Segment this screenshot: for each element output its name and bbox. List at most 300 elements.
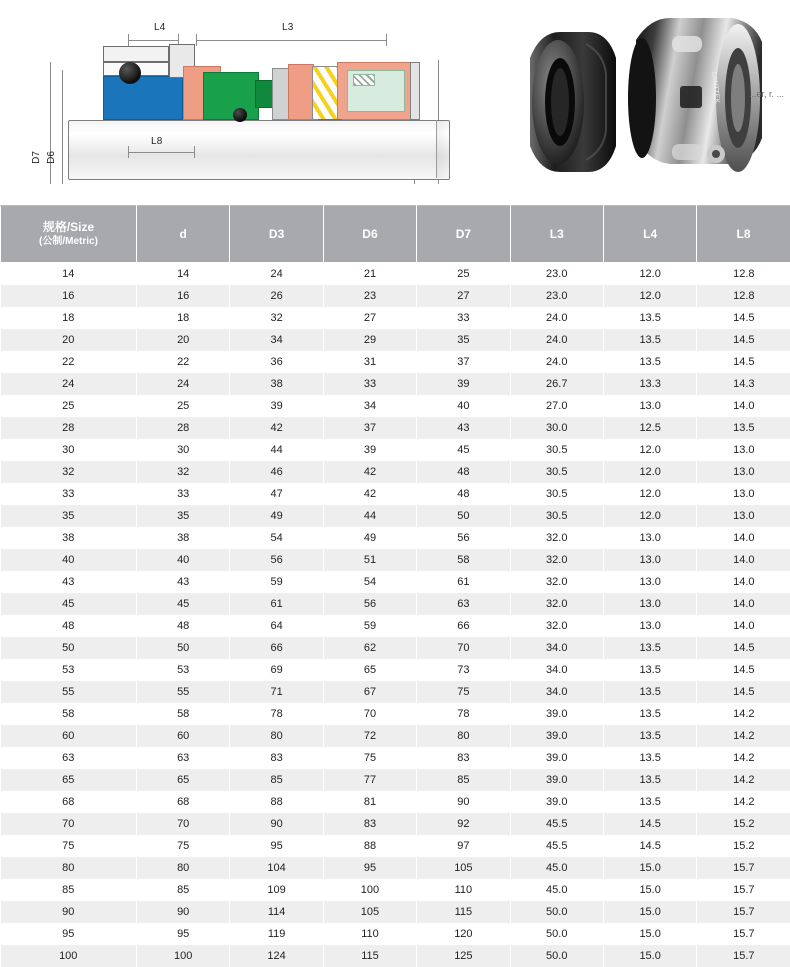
column-header-size-main: 规格/Size — [43, 220, 94, 234]
table-cell: 24 — [137, 373, 230, 395]
table-cell: 30 — [1, 439, 137, 461]
dimension-tick-l8-right — [194, 146, 195, 158]
table-cell: 14.0 — [697, 593, 790, 615]
extension-line-d7 — [50, 62, 51, 184]
table-cell: 104 — [230, 857, 323, 879]
table-cell: 65 — [323, 659, 416, 681]
table-cell: 44 — [323, 505, 416, 527]
table-cell: 15.2 — [697, 835, 790, 857]
table-row — [1, 461, 790, 483]
table-cell: 58 — [137, 703, 230, 725]
table-cell: 30 — [137, 439, 230, 461]
table-cell: 45 — [1, 593, 137, 615]
table-cell: 92 — [417, 813, 510, 835]
table-cell: 20 — [1, 329, 137, 351]
table-cell: 40 — [1, 549, 137, 571]
table-cell: 34.0 — [510, 659, 603, 681]
table-cell: 33 — [323, 373, 416, 395]
table-cell: 72 — [323, 725, 416, 747]
gland-plate-upper — [103, 46, 169, 62]
table-cell: 39.0 — [510, 703, 603, 725]
table-cell: 59 — [323, 615, 416, 637]
table-cell: 30.5 — [510, 483, 603, 505]
table-cell: 12.0 — [603, 505, 696, 527]
table-cell: 14.5 — [697, 681, 790, 703]
table-cell: 71 — [230, 681, 323, 703]
table-cell: 13.0 — [697, 439, 790, 461]
table-cell: 51 — [323, 549, 416, 571]
table-cell: 23.0 — [510, 263, 603, 286]
column-header-l8: L8 — [697, 206, 790, 263]
table-cell: 22 — [137, 351, 230, 373]
table-row — [1, 945, 790, 967]
table-cell: 105 — [417, 857, 510, 879]
table-cell: 18 — [137, 307, 230, 329]
section-tick-marks — [318, 112, 342, 120]
seal-assembly-illustration — [0, 0, 790, 205]
table-cell: 15.7 — [697, 879, 790, 901]
table-cell: 30.5 — [510, 461, 603, 483]
table-row — [1, 395, 790, 417]
table-cell: 13.0 — [603, 615, 696, 637]
table-cell: 34.0 — [510, 681, 603, 703]
table-cell: 15.7 — [697, 857, 790, 879]
table-cell: 25 — [1, 395, 137, 417]
dimension-line-l8 — [128, 152, 194, 153]
table-cell: 34 — [323, 395, 416, 417]
table-cell: 27 — [417, 285, 510, 307]
table-cell: 15.7 — [697, 945, 790, 967]
column-header-d7: D7 — [417, 206, 510, 263]
table-cell: 45.0 — [510, 879, 603, 901]
housing-end-cap — [410, 62, 420, 120]
table-cell: 61 — [230, 593, 323, 615]
table-cell: 62 — [323, 637, 416, 659]
table-cell: 15.7 — [697, 901, 790, 923]
sleeve-blue-component — [103, 76, 183, 120]
dimension-label-l4: L4 — [154, 22, 166, 33]
table-cell: 85 — [137, 879, 230, 901]
table-cell: 64 — [230, 615, 323, 637]
table-cell: 13.5 — [603, 747, 696, 769]
table-cell: 13.0 — [697, 461, 790, 483]
table-cell: 14.2 — [697, 791, 790, 813]
table-cell: 45.0 — [510, 857, 603, 879]
table-cell: 97 — [417, 835, 510, 857]
table-cell: 45 — [137, 593, 230, 615]
dimension-line-l3 — [196, 40, 386, 41]
table-cell: 13.5 — [603, 351, 696, 373]
dimension-label-l8: L8 — [151, 136, 163, 147]
table-cell: 80 — [1, 857, 137, 879]
table-cell: 75 — [1, 835, 137, 857]
table-cell: 53 — [1, 659, 137, 681]
table-cell: 100 — [1, 945, 137, 967]
table-cell: 73 — [417, 659, 510, 681]
table-cell: 14 — [1, 263, 137, 286]
table-row — [1, 923, 790, 945]
table-cell: 36 — [230, 351, 323, 373]
table-cell: 80 — [417, 725, 510, 747]
bellows-green-component — [203, 72, 259, 120]
table-cell: 14.2 — [697, 769, 790, 791]
table-row — [1, 417, 790, 439]
table-cell: 119 — [230, 923, 323, 945]
table-cell: 42 — [323, 483, 416, 505]
table-cell: 85 — [230, 769, 323, 791]
table-cell: 40 — [417, 395, 510, 417]
table-cell: 115 — [417, 901, 510, 923]
table-cell: 53 — [137, 659, 230, 681]
table-cell: 31 — [323, 351, 416, 373]
svg-text:LANTTEK: LANTTEK — [710, 71, 720, 103]
table-cell: 42 — [323, 461, 416, 483]
table-cell: 70 — [137, 813, 230, 835]
table-cell: 68 — [137, 791, 230, 813]
table-cell: 27.0 — [510, 395, 603, 417]
table-cell: 85 — [1, 879, 137, 901]
shaft-body — [68, 120, 450, 180]
table-row — [1, 483, 790, 505]
table-cell: 75 — [323, 747, 416, 769]
table-cell: 110 — [417, 879, 510, 901]
table-cell: 48 — [1, 615, 137, 637]
o-ring-large — [119, 62, 141, 84]
table-cell: 39.0 — [510, 747, 603, 769]
table-cell: 65 — [1, 769, 137, 791]
table-cell: 35 — [1, 505, 137, 527]
table-cell: 13.5 — [603, 329, 696, 351]
table-cell: 14 — [137, 263, 230, 286]
table-row — [1, 373, 790, 395]
table-row — [1, 879, 790, 901]
table-cell: 18 — [1, 307, 137, 329]
table-cell: 16 — [1, 285, 137, 307]
table-cell: 70 — [1, 813, 137, 835]
table-cell: 14.5 — [697, 637, 790, 659]
table-row — [1, 681, 790, 703]
table-cell: 50.0 — [510, 901, 603, 923]
table-cell: 80 — [230, 725, 323, 747]
table-cell: 34 — [230, 329, 323, 351]
table-cell: 38 — [137, 527, 230, 549]
table-cell: 49 — [323, 527, 416, 549]
table-cell: 48 — [417, 461, 510, 483]
table-cell: 29 — [323, 329, 416, 351]
table-cell: 49 — [230, 505, 323, 527]
table-row — [1, 571, 790, 593]
table-cell: 15.2 — [697, 813, 790, 835]
table-cell: 39 — [230, 395, 323, 417]
o-ring-small — [233, 108, 247, 122]
table-row — [1, 813, 790, 835]
table-cell: 60 — [1, 725, 137, 747]
column-header-d3: D3 — [230, 206, 323, 263]
table-cell: 26.7 — [510, 373, 603, 395]
table-cell: 95 — [1, 923, 137, 945]
table-cell: 125 — [417, 945, 510, 967]
table-cell: 32 — [230, 307, 323, 329]
table-cell: 100 — [323, 879, 416, 901]
table-row — [1, 747, 790, 769]
table-cell: 14.0 — [697, 527, 790, 549]
table-cell: 95 — [323, 857, 416, 879]
table-cell: 95 — [137, 923, 230, 945]
table-cell: 14.5 — [697, 659, 790, 681]
table-cell: 39 — [323, 439, 416, 461]
table-cell: 20 — [137, 329, 230, 351]
table-cell: 30.5 — [510, 439, 603, 461]
table-row — [1, 725, 790, 747]
table-row — [1, 615, 790, 637]
table-cell: 65 — [137, 769, 230, 791]
table-cell: 12.8 — [697, 285, 790, 307]
table-cell: 28 — [1, 417, 137, 439]
table-row — [1, 439, 790, 461]
table-cell: 109 — [230, 879, 323, 901]
table-cell: 61 — [417, 571, 510, 593]
table-cell: 14.5 — [697, 351, 790, 373]
table-cell: 43 — [1, 571, 137, 593]
table-cell: 35 — [137, 505, 230, 527]
table-cell: 55 — [137, 681, 230, 703]
dimension-label-l3: L3 — [282, 22, 294, 33]
table-cell: 50 — [417, 505, 510, 527]
table-cell: 83 — [323, 813, 416, 835]
table-cell: 105 — [323, 901, 416, 923]
table-cell: 39.0 — [510, 769, 603, 791]
table-cell: 32.0 — [510, 615, 603, 637]
table-cell: 13.5 — [697, 417, 790, 439]
column-header-d: d — [137, 206, 230, 263]
table-cell: 44 — [230, 439, 323, 461]
table-cell: 48 — [137, 615, 230, 637]
table-cell: 63 — [137, 747, 230, 769]
table-cell: 63 — [1, 747, 137, 769]
table-cell: 40 — [137, 549, 230, 571]
table-cell: 13.0 — [603, 593, 696, 615]
table-cell: 14.0 — [697, 549, 790, 571]
table-cell: 80 — [137, 857, 230, 879]
table-cell: 12.0 — [603, 263, 696, 286]
table-cell: 38 — [230, 373, 323, 395]
table-cell: 32.0 — [510, 593, 603, 615]
table-cell: 59 — [230, 571, 323, 593]
table-cell: 55 — [1, 681, 137, 703]
table-row — [1, 901, 790, 923]
table-cell: 54 — [323, 571, 416, 593]
column-header-d6: D6 — [323, 206, 416, 263]
table-row — [1, 791, 790, 813]
table-cell: 13.0 — [697, 505, 790, 527]
table-cell: 13.3 — [603, 373, 696, 395]
table-cell: 81 — [323, 791, 416, 813]
table-cell: 14.0 — [697, 571, 790, 593]
table-cell: 35 — [417, 329, 510, 351]
dimension-label-d7: D7 — [31, 151, 42, 164]
table-cell: 83 — [417, 747, 510, 769]
table-cell: 37 — [417, 351, 510, 373]
table-row — [1, 307, 790, 329]
dimension-tick-l3-left — [196, 34, 197, 46]
table-row — [1, 285, 790, 307]
table-cell: 21 — [323, 263, 416, 286]
table-cell: 78 — [417, 703, 510, 725]
table-row — [1, 351, 790, 373]
table-cell: 50 — [137, 637, 230, 659]
table-cell: 50.0 — [510, 923, 603, 945]
hatched-detail — [353, 74, 375, 86]
table-cell: 37 — [323, 417, 416, 439]
table-cell: 23.0 — [510, 285, 603, 307]
table-row — [1, 659, 790, 681]
table-cell: 30.0 — [510, 417, 603, 439]
table-cell: 12.8 — [697, 263, 790, 286]
table-cell: 13.5 — [603, 659, 696, 681]
dimension-line-l4 — [128, 40, 178, 41]
table-cell: 32.0 — [510, 571, 603, 593]
table-cell: 63 — [417, 593, 510, 615]
table-row — [1, 593, 790, 615]
table-cell: 90 — [230, 813, 323, 835]
table-cell: 56 — [417, 527, 510, 549]
table-cell: 38 — [1, 527, 137, 549]
table-cell: 54 — [230, 527, 323, 549]
table-cell: 70 — [323, 703, 416, 725]
table-cell: 15.0 — [603, 923, 696, 945]
table-cell: 90 — [417, 791, 510, 813]
table-cell: 14.3 — [697, 373, 790, 395]
table-cell: 124 — [230, 945, 323, 967]
table-cell: 33 — [1, 483, 137, 505]
table-cell: 39.0 — [510, 725, 603, 747]
column-header-l3: L3 — [510, 206, 603, 263]
table-cell: 85 — [417, 769, 510, 791]
specification-table — [0, 205, 790, 967]
table-cell: 100 — [137, 945, 230, 967]
table-cell: 13.5 — [603, 703, 696, 725]
table-cell: 75 — [417, 681, 510, 703]
table-cell: 69 — [230, 659, 323, 681]
table-cell: 90 — [1, 901, 137, 923]
table-cell: 95 — [230, 835, 323, 857]
table-row — [1, 835, 790, 857]
table-cell: 27 — [323, 307, 416, 329]
table-row — [1, 857, 790, 879]
table-cell: 14.2 — [697, 747, 790, 769]
table-cell: 33 — [417, 307, 510, 329]
table-cell: 13.5 — [603, 725, 696, 747]
table-cell: 32 — [1, 461, 137, 483]
table-cell: 68 — [1, 791, 137, 813]
table-row — [1, 505, 790, 527]
column-header-l4: L4 — [603, 206, 696, 263]
table-cell: 43 — [417, 417, 510, 439]
table-cell: 14.2 — [697, 703, 790, 725]
table-cell: 13.0 — [603, 395, 696, 417]
table-cell: 47 — [230, 483, 323, 505]
table-cell: 48 — [417, 483, 510, 505]
table-cell: 75 — [137, 835, 230, 857]
table-cell: 14.2 — [697, 725, 790, 747]
table-cell: 13.5 — [603, 791, 696, 813]
table-cell: 26 — [230, 285, 323, 307]
table-cell: 39 — [417, 373, 510, 395]
table-cell: 12.5 — [603, 417, 696, 439]
dimension-label-d6: D6 — [46, 151, 57, 164]
table-cell: 13.0 — [603, 571, 696, 593]
table-cell: 14.5 — [603, 813, 696, 835]
table-cell: 45 — [417, 439, 510, 461]
table-cell: 66 — [230, 637, 323, 659]
table-cell: 32 — [137, 461, 230, 483]
table-cell: 42 — [230, 417, 323, 439]
table-cell: 24.0 — [510, 307, 603, 329]
table-cell: 15.0 — [603, 857, 696, 879]
table-cell: 13.5 — [603, 681, 696, 703]
table-cell: 88 — [230, 791, 323, 813]
table-cell: 24 — [1, 373, 137, 395]
table-cell: 30.5 — [510, 505, 603, 527]
shaft-end-face — [436, 120, 449, 178]
table-cell: 56 — [230, 549, 323, 571]
table-row — [1, 549, 790, 571]
table-cell: 12.0 — [603, 439, 696, 461]
table-cell: 58 — [417, 549, 510, 571]
photo-annotation-text: ...er, r. ... — [749, 88, 784, 100]
table-cell: 88 — [323, 835, 416, 857]
table-cell: 50 — [1, 637, 137, 659]
table-cell: 16 — [137, 285, 230, 307]
table-cell: 34.0 — [510, 637, 603, 659]
table-cell: 83 — [230, 747, 323, 769]
table-cell: 24.0 — [510, 329, 603, 351]
table-cell: 12.0 — [603, 285, 696, 307]
table-cell: 23 — [323, 285, 416, 307]
table-header-row — [1, 206, 790, 263]
table-cell: 25 — [137, 395, 230, 417]
table-cell: 56 — [323, 593, 416, 615]
table-cell: 45.5 — [510, 835, 603, 857]
column-header-size-sub: (公制/Metric) — [2, 235, 135, 249]
table-cell: 33 — [137, 483, 230, 505]
dimension-tick-l3-right — [386, 34, 387, 46]
table-cell: 13.5 — [603, 769, 696, 791]
table-cell: 43 — [137, 571, 230, 593]
table-cell: 120 — [417, 923, 510, 945]
table-cell: 14.0 — [697, 395, 790, 417]
extension-line-d6 — [62, 70, 63, 184]
table-cell: 13.5 — [603, 637, 696, 659]
table-cell: 77 — [323, 769, 416, 791]
table-row — [1, 637, 790, 659]
table-cell: 13.0 — [697, 483, 790, 505]
table-cell: 14.0 — [697, 615, 790, 637]
table-cell: 67 — [323, 681, 416, 703]
table-cell: 15.0 — [603, 901, 696, 923]
table-cell: 60 — [137, 725, 230, 747]
table-cell: 70 — [417, 637, 510, 659]
spring-carrier — [288, 64, 314, 120]
dimension-tick-l8-left — [128, 146, 129, 158]
table-cell: 15.0 — [603, 879, 696, 901]
table-cell: 14.5 — [697, 329, 790, 351]
table-cell: 14.5 — [697, 307, 790, 329]
table-cell: 24.0 — [510, 351, 603, 373]
table-cell: 24 — [230, 263, 323, 286]
table-body — [1, 263, 790, 967]
table-row — [1, 263, 790, 286]
